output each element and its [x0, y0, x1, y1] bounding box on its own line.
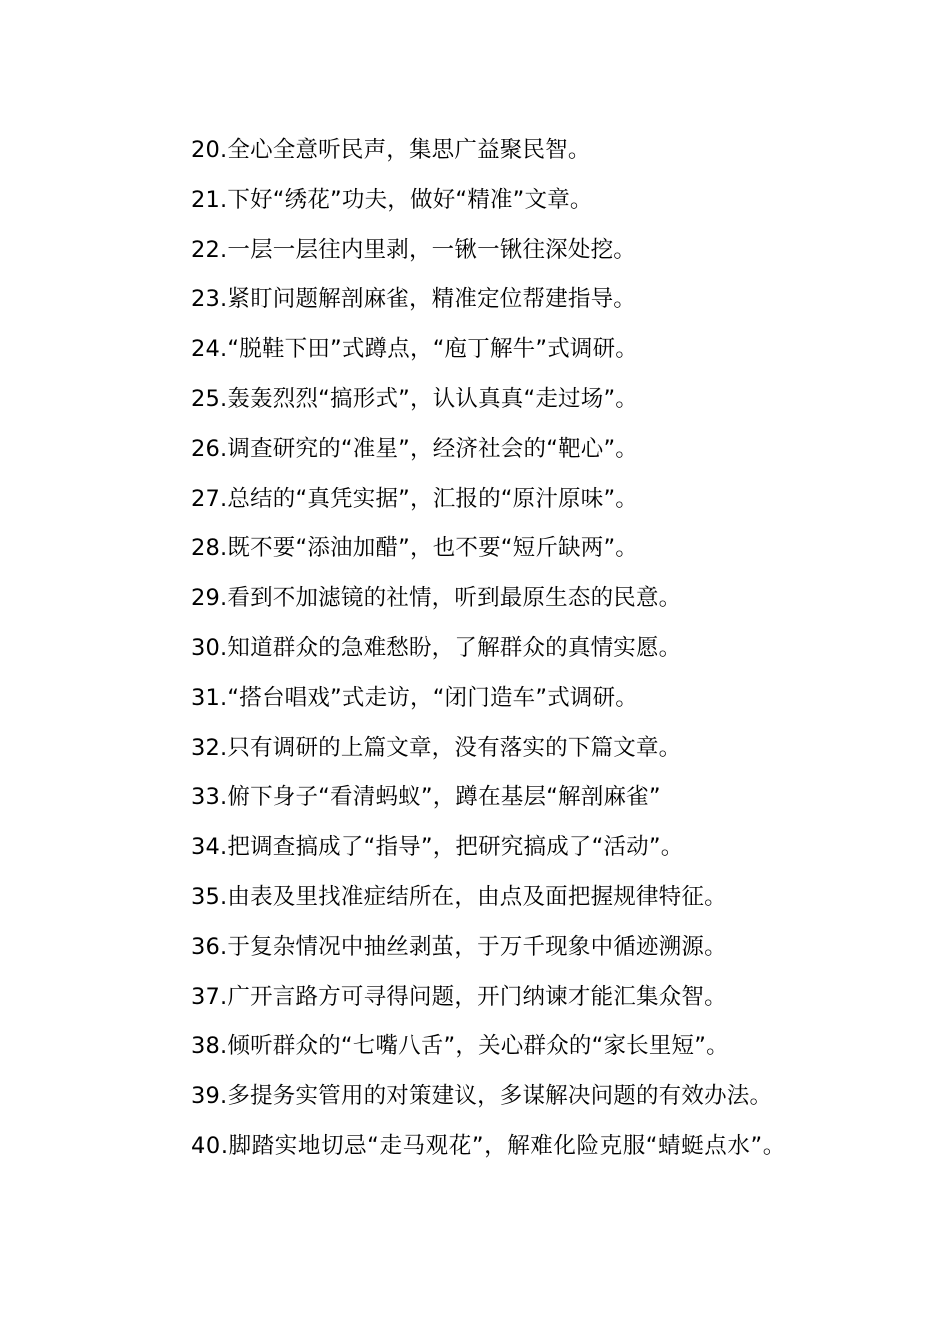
- list-item: 33.俯下身子“看清蚂蚁”，蹲在基层“解剖麻雀”: [191, 784, 661, 811]
- list-item: 34.把调查搞成了“指导”，把研究搞成了“活动”。: [191, 834, 684, 861]
- list-item: 23.紧盯问题解剖麻雀，精准定位帮建指导。: [191, 286, 636, 313]
- list-item: 39.多提务实管用的对策建议，多谋解决问题的有效办法。: [191, 1083, 773, 1110]
- document-body: [143, 126, 811, 1170]
- list-item: 30.知道群众的急难愁盼，了解群众的真情实愿。: [191, 634, 682, 661]
- list-item: 37.广开言路方可寻得问题，开门纳谏才能汇集众智。: [191, 983, 727, 1010]
- list-item: 27.总结的“真凭实据”，汇报的“原汁原味”。: [191, 485, 639, 512]
- last-paragraph: 40.脚踏实地切忌“走马观花”，解难化险克服“蜻蜓点水”。: [191, 1132, 786, 1159]
- list-item: 21.下好“绣花”功夫，做好“精准”文章。: [191, 186, 593, 213]
- list-item: 22.一层一层往内里剥，一锹一锹往深处挖。: [191, 236, 636, 263]
- list-item: 31.“搭台唱戏”式走访，“闭门造车”式调研。: [191, 684, 639, 711]
- list-item: 35.由表及里找准症结所在，由点及面把握规律特征。: [191, 883, 727, 910]
- list-item: 26.调查研究的“准星”，经济社会的“靶心”。: [191, 435, 639, 462]
- list-item: 25.轰轰烈烈“搞形式”，认认真真“走过场”。: [191, 385, 639, 412]
- list-item: 20.全心全意听民声，集思广益聚民智。: [191, 137, 591, 163]
- list-item: 29.看到不加滤镜的社情，听到最原生态的民意。: [191, 585, 682, 612]
- list-item: 36.于复杂情况中抽丝剥茧，于万千现象中循迹溯源。: [191, 933, 727, 960]
- list-item: 38.倾听群众的“七嘴八舌”，关心群众的“家长里短”。: [191, 1033, 729, 1060]
- list-item: 28.既不要“添油加醋”，也不要“短斤缺两”。: [191, 535, 639, 562]
- list-item: 24.“脱鞋下田”式蹲点，“庖丁解牛”式调研。: [191, 336, 639, 363]
- list-item: 32.只有调研的上篇文章，没有落实的下篇文章。: [191, 734, 682, 761]
